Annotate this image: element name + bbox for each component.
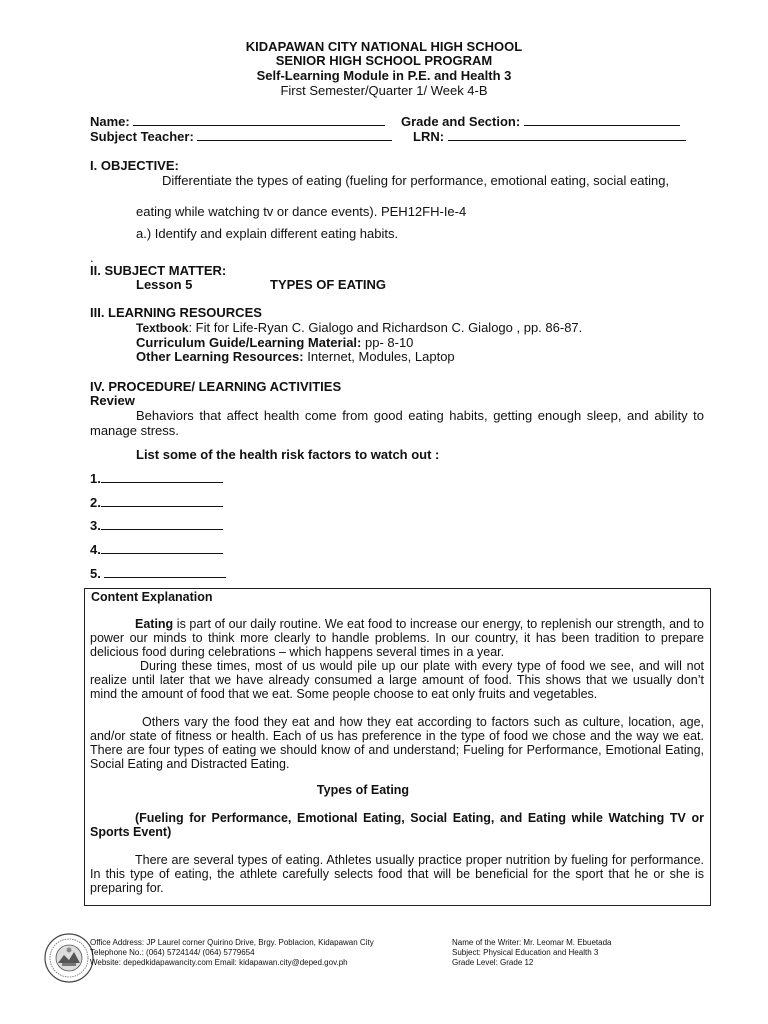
answer-blank[interactable] xyxy=(104,566,226,578)
list-item: 3. xyxy=(90,518,223,533)
website-email: Website: depedkidapawancity.com Email: kidapawan.city@deped.gov.ph xyxy=(90,958,348,967)
lrn-blank[interactable] xyxy=(448,129,686,141)
office-address: Office Address: JP Laurel corner Quirino Drive, Brgy. Poblacion, Kidapawan City xyxy=(90,938,374,947)
grade-section-field: Grade and Section: xyxy=(401,114,680,129)
answer-blank[interactable] xyxy=(101,471,223,483)
procedure-heading: IV. PROCEDURE/ LEARNING ACTIVITIES xyxy=(90,379,342,394)
objective-line-2: eating while watching tv or dance events). PEH12FH-Ie-4 xyxy=(136,204,467,219)
objective-heading: I. OBJECTIVE: xyxy=(90,158,179,173)
curriculum-guide-line: Curriculum Guide/Learning Material: pp- 8-10 xyxy=(136,335,414,350)
lrn-field: LRN: xyxy=(413,129,686,144)
footer-subject: Subject: Physical Education and Health 3 xyxy=(452,948,599,957)
answer-blank[interactable] xyxy=(101,542,223,554)
program-name: SENIOR HIGH SCHOOL PROGRAM xyxy=(275,53,493,68)
review-heading: Review xyxy=(90,393,135,408)
name-blank[interactable] xyxy=(133,114,385,126)
other-resources-line: Other Learning Resources: Internet, Modules, Laptop xyxy=(136,349,455,364)
textbook-line: Textbook: Fit for Life-Ryan C. Gialogo and Richardson C. Gialogo , pp. 86-87. xyxy=(136,320,583,335)
list-item: 5. xyxy=(90,566,226,581)
list-prompt: List some of the health risk factors to watch out : xyxy=(136,447,440,462)
content-paragraph-1: Eating is part of our daily routine. We eat food to increase our energy, to replenish our strength, and to power our minds to think more clearly to handle problems. In our country, it has been tradition to prepare delicious food during celebrations – which happens several times in a year. xyxy=(90,617,704,659)
subject-teacher-field: Subject Teacher: xyxy=(90,129,392,144)
deped-seal-logo xyxy=(44,933,94,983)
content-paragraph-4: There are several types of eating. Athletes usually practice proper nutrition by fueling for performance. In this type of eating, the athlete carefully selects food that will be beneficial for the sport that he or she is preparing for. xyxy=(90,853,704,895)
objective-item-a: a.) Identify and explain different eating habits. xyxy=(136,226,399,241)
telephone: Telephone No.: (064) 5724144/ (064) 5779654 xyxy=(90,948,255,957)
term-info: First Semester/Quarter 1/ Week 4-B xyxy=(280,83,488,98)
school-name: KIDAPAWAN CITY NATIONAL HIGH SCHOOL xyxy=(245,39,523,54)
objective-line-1: Differentiate the types of eating (fueling for performance, emotional eating, social eating, xyxy=(162,173,670,188)
review-text: Behaviors that affect health come from good eating habits, getting enough sleep, and ability to manage stress. xyxy=(90,408,704,438)
list-item: 1. xyxy=(90,471,223,486)
content-heading: Content Explanation xyxy=(91,590,213,604)
answer-blank[interactable] xyxy=(101,495,223,507)
lesson-title: TYPES OF EATING xyxy=(270,277,387,292)
types-subheading: (Fueling for Performance, Emotional Eating, Social Eating, and Eating while Watching TV or Sports Event) xyxy=(90,811,704,839)
grade-section-blank[interactable] xyxy=(524,114,680,126)
types-heading: Types of Eating xyxy=(316,783,410,797)
list-item: 2. xyxy=(90,495,223,510)
module-title: Self-Learning Module in P.E. and Health 3 xyxy=(256,68,512,83)
content-paragraph-2: During these times, most of us would pile up our plate with every type of food we see, and will not realize until later that we have already consumed a large amount of food. This shows that we usually don’t mind the amount of food that we eat. Some people choose to eat only fruits and vegetables. xyxy=(90,659,704,701)
list-item: 4. xyxy=(90,542,223,557)
writer-name: Name of the Writer: Mr. Leomar M. Ebuetada xyxy=(452,938,612,947)
lesson-number: Lesson 5 xyxy=(136,277,193,292)
answer-blank[interactable] xyxy=(101,518,223,530)
content-paragraph-3: Others vary the food they eat and how they eat according to factors such as culture, location, age, and/or state of fitness or health. Each of us has preference in the type of food we chose and the way we eat. There are four types of eating we should know of and understand; Fueling for Performance, Emotional Eating, Social Eating and Distracted Eating. xyxy=(90,715,704,771)
resources-heading: III. LEARNING RESOURCES xyxy=(90,305,262,320)
subject-matter-heading: II. SUBJECT MATTER: xyxy=(90,263,227,278)
subject-teacher-blank[interactable] xyxy=(197,129,392,141)
grade-level: Grade Level: Grade 12 xyxy=(452,958,534,967)
stray-dot: . xyxy=(90,250,94,265)
name-field: Name: xyxy=(90,114,385,129)
